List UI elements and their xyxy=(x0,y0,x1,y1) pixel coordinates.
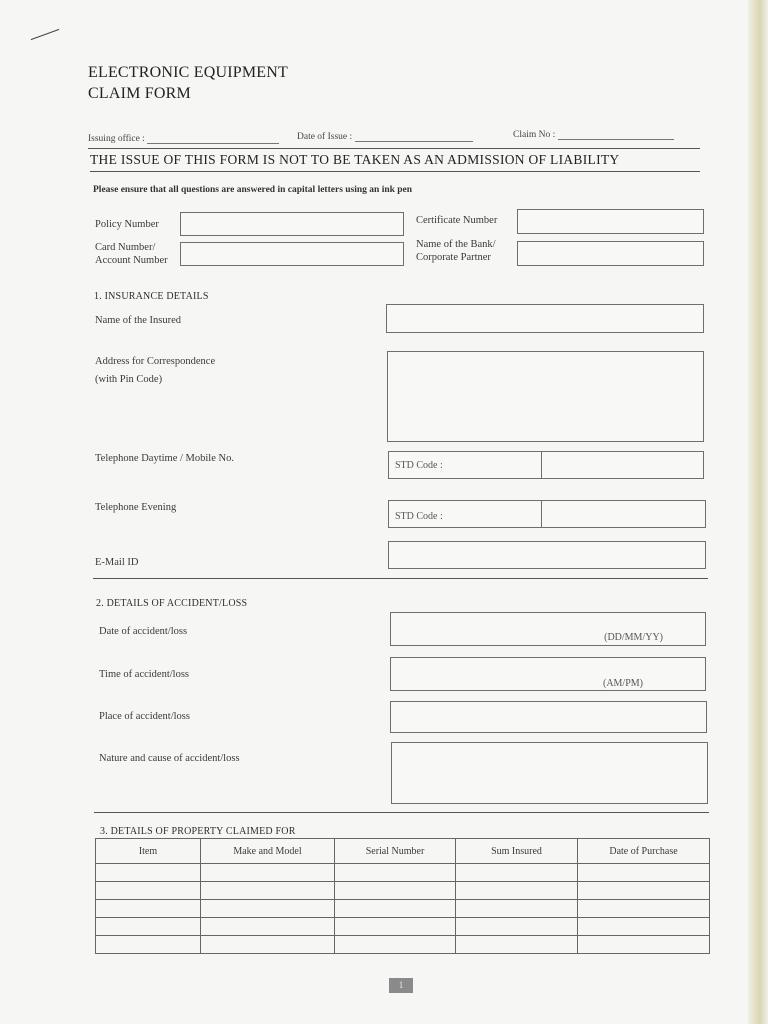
col-date-of-purchase: Date of Purchase xyxy=(578,839,710,864)
table-cell[interactable] xyxy=(335,936,456,954)
issuing-office-label: Issuing office : xyxy=(88,134,145,144)
table-cell[interactable] xyxy=(335,900,456,918)
table-cell[interactable] xyxy=(96,882,201,900)
certificate-number-label: Certificate Number xyxy=(416,215,498,226)
table-cell[interactable] xyxy=(456,882,578,900)
table-cell[interactable] xyxy=(578,882,710,900)
page-number: 1 xyxy=(389,978,413,993)
address-label-line-2: (with Pin Code) xyxy=(95,374,163,385)
certificate-number-box[interactable] xyxy=(517,209,704,234)
section-1-rule xyxy=(93,578,708,579)
bank-label xyxy=(416,238,496,264)
liability-banner: THE ISSUE OF THIS FORM IS NOT TO BE TAKEN AS AN ADMISSION OF LIABILITY xyxy=(90,152,620,167)
bank-label-line-1: Name of the Bank/ xyxy=(416,239,496,250)
bank-label-line-2: Corporate Partner xyxy=(416,252,491,263)
col-serial-number: Serial Number xyxy=(335,839,456,864)
table-cell[interactable] xyxy=(201,900,335,918)
tel-evening-std-label: STD Code : xyxy=(395,511,443,522)
section-3-heading: 3. DETAILS OF PROPERTY CLAIMED FOR xyxy=(100,826,296,837)
policy-number-box[interactable] xyxy=(180,212,404,236)
table-cell[interactable] xyxy=(335,918,456,936)
table-cell[interactable] xyxy=(578,918,710,936)
table-cell[interactable] xyxy=(201,936,335,954)
table-cell[interactable] xyxy=(96,936,201,954)
tel-day-divider xyxy=(541,452,542,478)
paper-edge xyxy=(748,0,768,1024)
accident-date-box[interactable] xyxy=(390,612,706,646)
issuing-office-line[interactable] xyxy=(147,134,279,144)
card-number-label-line-1: Card Number/ xyxy=(95,242,156,253)
claim-no-label: Claim No : xyxy=(513,130,556,140)
accident-time-label: Time of accident/loss xyxy=(99,669,190,680)
tel-evening-label: Telephone Evening xyxy=(95,502,177,513)
accident-time-box[interactable] xyxy=(390,657,706,691)
pencil-mark xyxy=(31,29,60,40)
date-of-issue-line[interactable] xyxy=(355,132,473,142)
table-row xyxy=(96,882,710,900)
table-cell[interactable] xyxy=(96,900,201,918)
claim-no-field xyxy=(513,130,674,140)
table-cell[interactable] xyxy=(201,864,335,882)
table-cell[interactable] xyxy=(96,864,201,882)
table-cell[interactable] xyxy=(201,882,335,900)
card-number-box[interactable] xyxy=(180,242,404,266)
table-cell[interactable] xyxy=(201,918,335,936)
table-cell[interactable] xyxy=(456,900,578,918)
accident-date-hint: (DD/MM/YY) xyxy=(604,632,663,643)
email-box[interactable] xyxy=(388,541,706,569)
insured-name-box[interactable] xyxy=(386,304,704,333)
section-2-rule xyxy=(94,812,709,813)
tel-day-box[interactable] xyxy=(388,451,704,479)
banner-rule xyxy=(90,171,700,172)
card-number-label-line-2: Account Number xyxy=(95,255,168,266)
insured-name-label: Name of the Insured xyxy=(95,315,182,326)
accident-time-hint: (AM/PM) xyxy=(602,678,643,689)
tel-day-label: Telephone Daytime / Mobile No. xyxy=(95,453,234,464)
address-box[interactable] xyxy=(387,351,704,442)
table-row xyxy=(96,918,710,936)
date-of-issue-label: Date of Issue : xyxy=(297,132,353,142)
accident-date-label: Date of accident/loss xyxy=(99,626,188,637)
table-cell[interactable] xyxy=(456,918,578,936)
table-cell[interactable] xyxy=(335,882,456,900)
table-row xyxy=(96,900,710,918)
table-cell[interactable] xyxy=(578,864,710,882)
table-row xyxy=(96,864,710,882)
accident-nature-box[interactable] xyxy=(391,742,708,804)
property-table-header xyxy=(96,839,710,864)
instruction-note: Please ensure that all questions are answered in capital letters using an ink pen xyxy=(93,185,413,195)
email-label: E-Mail ID xyxy=(95,557,139,568)
bank-box[interactable] xyxy=(517,241,704,266)
table-cell[interactable] xyxy=(335,864,456,882)
property-table-body xyxy=(96,864,710,954)
address-label-line-1: Address for Correspondence xyxy=(95,356,216,367)
table-row xyxy=(96,936,710,954)
section-2-heading: 2. DETAILS OF ACCIDENT/LOSS xyxy=(96,598,248,609)
tel-evening-divider xyxy=(541,501,542,527)
property-table xyxy=(95,838,710,954)
table-cell[interactable] xyxy=(578,936,710,954)
date-of-issue-field xyxy=(297,132,473,142)
card-number-label xyxy=(95,241,168,267)
accident-place-label: Place of accident/loss xyxy=(99,711,190,722)
top-rule xyxy=(88,148,700,149)
tel-day-std-label: STD Code : xyxy=(395,460,443,471)
form-title xyxy=(88,62,288,104)
table-cell[interactable] xyxy=(456,864,578,882)
table-cell[interactable] xyxy=(578,900,710,918)
title-line-1: ELECTRONIC EQUIPMENT xyxy=(88,64,288,81)
col-make-model: Make and Model xyxy=(201,839,335,864)
accident-nature-label: Nature and cause of accident/loss xyxy=(99,753,240,764)
col-sum-insured: Sum Insured xyxy=(456,839,578,864)
policy-number-label: Policy Number xyxy=(95,219,159,230)
accident-place-box[interactable] xyxy=(390,701,707,733)
claim-no-line[interactable] xyxy=(558,130,674,140)
col-item: Item xyxy=(96,839,201,864)
table-cell[interactable] xyxy=(456,936,578,954)
table-cell[interactable] xyxy=(96,918,201,936)
section-1-heading: 1. INSURANCE DETAILS xyxy=(94,291,209,302)
issuing-office-field xyxy=(88,134,279,144)
title-line-2: CLAIM FORM xyxy=(88,85,191,102)
address-label xyxy=(95,355,215,386)
tel-evening-box[interactable] xyxy=(388,500,706,528)
